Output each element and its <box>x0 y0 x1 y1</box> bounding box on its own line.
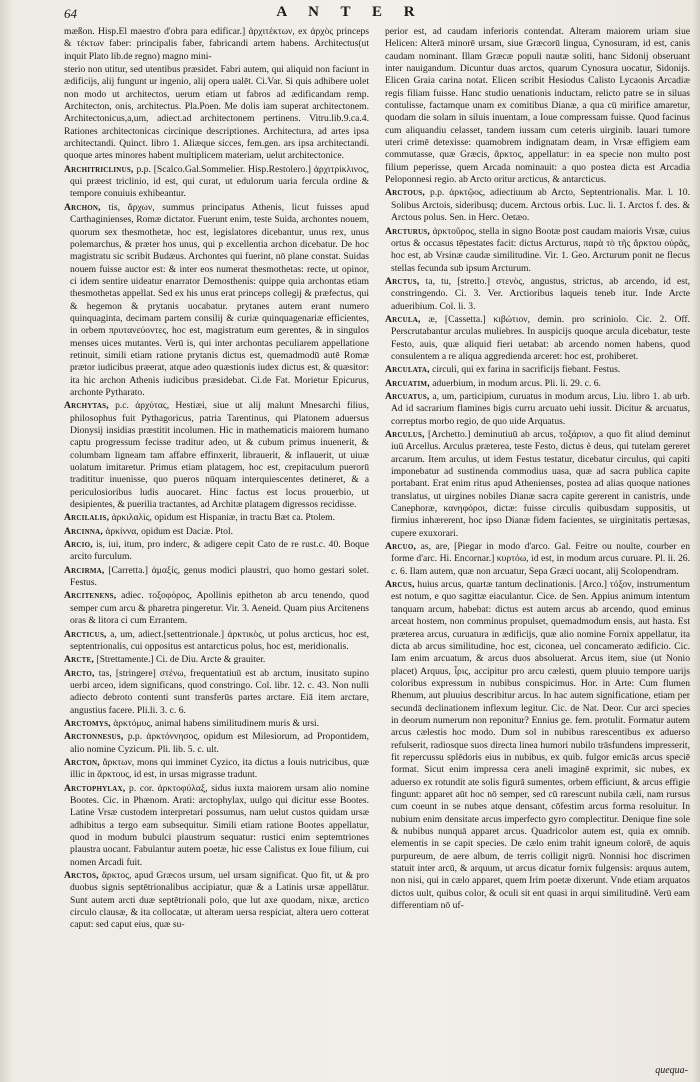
entry-text: a, um, adiect.[settentrionale.] ἀρκτικὸς, ut polus arcticus, hoc est, septentrionalis, cui oppositus est antarcticus polus, hoc est, meridionalis. <box>70 628 369 652</box>
dictionary-entry <box>64 718 369 730</box>
dictionary-entry <box>64 757 369 782</box>
entry-text: æ, [Cassetta.] κιβώτιον, demin. pro scriniolo. Cic. 2. Off. Perscrutabantur arculas muliebres. In auspicijs quoque arcula dicebatur, teste Festo, auis, quæ aliquid fieri uetabat: ab arcendo nomen habens, quod consulentem a re aliqua aggredienda arceret: hoc est, prohiberet. <box>391 313 690 362</box>
entry-lemma: Arctonnesus, <box>64 731 124 743</box>
dictionary-entry <box>64 400 369 511</box>
dictionary-entry <box>385 378 690 390</box>
entry-lemma: Arcirma, <box>64 564 105 576</box>
entry-lemma: Arcturus, <box>385 225 430 237</box>
dictionary-entry <box>385 391 690 428</box>
dictionary-entry <box>64 202 369 400</box>
dictionary-entry <box>64 870 369 932</box>
entry-text: ἀρκτοῦρος, stella in signo Bootæ post caudam maioris Vrsæ, cuius ortus & occasus tēpestates facit: dictus Arcturus, παρὰ τὸ τῆς ἄρκτου οὐρᾶς, hoc est, ab Vrsinæ caudæ similitudine. Vir. 1. Geo. Arcturum ponit ne flecus stellas fecunda sub ipsum Arcturum. <box>391 225 690 274</box>
entry-lemma: Arcuatus, <box>385 390 430 402</box>
dictionary-entry <box>385 226 690 275</box>
dictionary-entry <box>64 565 369 590</box>
entry-lemma: Arcto, <box>64 667 95 679</box>
entry-lemma: Arcitenens, <box>64 590 117 602</box>
page-edge <box>692 0 700 1082</box>
dictionary-entry <box>64 668 369 717</box>
entry-text: adiec. τοξοφόρος, Apollinis epitheton ab arcu tenendo, quod semper cum arcu & pharetra pingeretur. Vir. 3. Aeneid. Quam pius Arcitenens oras & litora ci cum Errantem. <box>70 590 369 627</box>
entry-lemma: Arcinna, <box>64 525 103 537</box>
entry-text: is, iui, itum, pro inderc, & adigere cepit Cato de re rust.c. 40. Boque arcito furculum. <box>70 539 369 563</box>
entry-lemma: Arculus, <box>385 429 425 440</box>
entry-lemma: Arcus, <box>385 579 415 591</box>
dictionary-entry <box>385 276 690 313</box>
dictionary-entry <box>385 541 690 578</box>
entry-lemma: Arctophylax, <box>64 782 126 794</box>
entry-text: p.p. ἀρκτόννησος, opidum est Milesiorum, ad Propontidem, alio nomine Cyzicum. Pli. lib. 5. c. ult. <box>70 731 369 755</box>
dictionary-entry <box>385 364 690 376</box>
entry-lemma: Arctous, <box>385 187 425 199</box>
entry-text: ἀρκίννα, opidum est Daciæ. Ptol. <box>105 525 234 537</box>
entry-text: sterio non utitur, sed utentibus præsidet. Fabri autem, qui aliquid non faciunt in ædificijs, alij fungunt ur ingenio, alij opera ualēt. Ci.Var. Si quis adhibere uolet non modo ut architectos, uerum etiam ut fabros ad ædificandam remp. Architecton, onis, architectus. Pla.Poen. Me dolis iam superat architectonem. Architectonicus,a,um, adiect.ad architectonem pertinens. Vitru.lib.9.ca.4. Rationes architectonicas circinique descriptiones. Architectura, ad artes ipsa architectandi. Quinct. libro 1. Aliæque sicces, fem.gen. ars ipsa architectandi. quoque artes minores habent multiplicem materiam, uelut architectonice. <box>64 64 369 162</box>
dictionary-entry <box>64 539 369 564</box>
entry-lemma: Arcuatim, <box>385 377 430 389</box>
running-head: A N T E R <box>276 4 424 20</box>
dictionary-entry <box>64 654 369 666</box>
entry-text: aduerbium, in modum arcus. Pli. li. 29. c. 6. <box>432 377 601 389</box>
entry-text: ἄρκτος, apud Græcos ursum, uel ursam significat. Quo fit, ut & pro duobus signis septētrionalibus accipiatur, quæ & a Latinis ursæ appellātur. Sunt autem arcti duæ septētrionali polo, que lut axe quodam, nixæ, arctico circulo clausæ, & ita collocatæ, ut alteram uersa respiciat, altera uero cotterat caput: sed caput eius, quæ su- <box>70 870 369 931</box>
page-number: 64 <box>64 6 77 21</box>
page-header <box>0 4 700 24</box>
dictionary-entry <box>64 64 369 163</box>
entry-text: ἄρκτων, mons qui imminet Cyzico, ita dictus a Iouis nutricibus, quæ illic in ἄρκτους, id est, in ursas migrasse tradunt. <box>70 756 369 781</box>
entry-text: [Archetto.] deminutiuū ab arcus, τοξάριον, a quo fit aliud deminut iuū Arcellus. Arculus præterea, teste Festo, dictus è deus, qui tutelam gereret arcarum. Item arculus, ut idem Festus testatur, dicebatur circulus, qui capiti imponebatur ad sustinenda commodius uasa, quæ ad sacra publica capite portabant. Erat enim ritus apud Athenienses, postea ad alias quoque nationes translatus, ut uirgines nobiles Dianæ sacra capite gererent in canistris, unde Canephoræ, κανηφόροι, dictæ: fuisse circulis quibusdam suppositis, ut firmius inhærerent, hoc ipso Dianæ fidem facientes, se uirginitatis pertæsas, cupere exuxorari. <box>391 429 690 539</box>
entry-lemma: Arcuo, <box>385 541 417 553</box>
entry-text: ta, tu, [stretto.] στενὸς, angustus, strictus, ab arcendo, id est, constringendo. Ci. 3. Ver. Arctioribus laqueis teneb itur. Inde Arcte adueribium. Col. li. 3. <box>391 275 690 312</box>
dictionary-entry <box>385 579 690 912</box>
dictionary-entry <box>385 26 690 186</box>
entry-text: tas, [stringere] στένω, frequentatiuū est ab arctum, inusitato supino uerbi arceo, idem significans, quod constringo. Col. libr. 12. c. 43. Non nulli adiecto debroto contenti sunt transferūs partes arctare. Eiā item arctare, angustius facere. Pli.li. 3. c. 6. <box>70 667 369 716</box>
entry-lemma: Arctus, <box>385 275 420 287</box>
entry-text: ἀρκιλαλὶς, opidum est Hispaniæ, in tractu Bæt ca. Ptolem. <box>111 512 335 524</box>
entry-text: p.c. ἀρχύτας, Hestiæi, siue ut alij malunt Mnesarchi filius, philosophus fuit Pythagoricus, patria Tarentinus, qui Platonem aduersus Dionysij insidias præstitit incolumen. Hic in mathematicis maiorem humano captu progressum fecisse traditur adeo, ut & cubum primus inuenerit, & columbam ligneam tam affabre effinxerit, librauerit, & inflauerit, ut uiuæ uolatum imitaretur. Primus etiam platagem, hoc est, crepitaculum puerorū tradititur inuenisse, quo pueros nūquam interquiescentes detineret, & a periculosioribus ludis auocaret. Hinc factus est locus prouerbio, ut desipientes, & puerilia tractantes, ad Architæ platagem digressos recidisse. <box>70 400 369 511</box>
entry-text: perior est, ad caudam inferioris contendat. Alteram maiorem uriam siue Helicen: Alterā minorē ursam, siue Græcorū lingua, Cynosuram, id est, canis caudam nominant. Illam Græcæ populi nautæ soliti, hanc Sidonij obseruant inter nauigandum. Dicuntur duas arctos, quarum Cynosura uocatur, Sidonijs. Elicen Graia carina notat. Elicen scribit Hesiodus Calisto Lycaonis Arcadiæ regis filiam fuisse. Hanc studio uenationis inductam, relicto patre se in siluas contulisse, factamque unam ex comitibus Dianæ, a qua cū mirifice amaretur, quodam die solam in siluis inuentam, a Ioue compressam fuisse. Quod facinus cum aliquandiu celasset, tandem iussam cum ceteris uirginib. lauari tumore uteri crimē detexisse: quamobrem indignatam deam, in Vrsæ effigiem eam commutasse, quæ Græcis, ἄρκτος, appellatur: in ea specie non multo post filium peperisse, quem Arcada nominauit: a quo postea dicta est Arcadia Peloponnesi regio. ab Arcto oritur arcticus, & antarcticus. <box>385 26 690 186</box>
dictionary-entry <box>64 512 369 524</box>
entry-text: [Strettamente.] Ci. de Diu. Arcte & grauiter. <box>96 654 266 666</box>
text-columns <box>64 26 690 1076</box>
dictionary-entry <box>64 164 369 201</box>
right-column <box>385 26 690 1076</box>
dictionary-entry <box>64 731 369 756</box>
entry-lemma: Arctos, <box>64 870 99 882</box>
entry-lemma: Archon, <box>64 201 101 213</box>
entry-lemma: Arctomys, <box>64 717 111 729</box>
entry-text: p.p. [Scalco.Gal.Sommelier. Hisp.Restolero.] ἀρχιτρίκλινος, qui præest triclinio, id est, qui curat, ut edulorum uaria fercula ordine & tempore conuiuis exhibeantur. <box>70 163 369 200</box>
dictionary-entry <box>64 526 369 538</box>
entry-lemma: Arcticus, <box>64 628 107 640</box>
entry-text: mæßon. Hisp.El maestro d'obra para edificar.] ἀρχιτέκτων, ex ἀρχὸς princeps & τέκτων faber: principalis faber, fabricandi artem habens. Architectus(ut inquit Plato lib.de regno) magno mini- <box>64 26 369 62</box>
entry-lemma: Arcton, <box>64 756 100 768</box>
entry-text: as, are, [Piegar in modo d'arco. Gal. Feitre ou noulte, courber en forme d'arc. Hi. Encornar.] κυρτόω, id est, in modum arcus curuare. Pl. li. 26. c. 6. Ilam autem, quæ non arcuatur, Sepa Græci uocant, alij Scolopendram. <box>391 541 690 577</box>
entry-text: a, um, participium, curuatus in modum arcus, Liu. libro 1. ab urb. Ad id sacrarium flamines bigis curru arcuato uehi iussit. Dicitur & arcuatus, correptus morbo regio, de quo uide Arquatus. <box>391 390 690 427</box>
entry-lemma: Archytas, <box>64 400 109 412</box>
entry-lemma: Arcio, <box>64 539 93 551</box>
catchword: quequa- <box>655 1065 688 1076</box>
entry-text: [Carretta.] ἁμαξίς, genus modici plaustri, quo homo gestari solet. Festus. <box>70 564 369 589</box>
dictionary-entry <box>64 629 369 654</box>
entry-lemma: Architriclinus, <box>64 163 134 175</box>
dictionary-entry <box>385 429 690 540</box>
entry-lemma: Arcte, <box>64 654 94 666</box>
entry-lemma: Arcula, <box>385 313 421 325</box>
entry-text: tis, ἄρχων, summus principatus Athenis, licut fuisses apud Carthaginienses, Romæ dictator. Fuerunt enim, teste Suida, archontes nouem, quorum sex thesmothetæ, hoc est, legislatores dicebantur, unus rex, unus polemarchus, & præter hos unus, qui p excellentia archon dicebatur. De hoc magistratu sic scribit Budæus. Archontes qui fuerint, nō plane constat. Suidas nouem fuisse auctor est: & inter eos numerat thesmothetas: recte, ut opinor, ci idem sentire uideatur enarrator Demosthenis: quippe quia archontas etiam thesmothetas appellat. Sed ex his unus erat princeps collegij & præfectus, qui & hegemon & prytanis uocabatur. prytanes autem erant numero quinquaginta, decimam partem consilij & curiæ quinquagenariæ efficientes, in orbem πρυτανεύοντες, hoc est, magistratum eum gerentes, & in singulos menses uices mutantes. Verū is, qui inter archontas peculiarem appellatione retinuit, simili etiam ratione prytanis dictus est, quemadmodū autē Romæ prætor iudicibus præerat, atque adeo quæstionis iudex dictus est, & quæsitor: ita hic archon Athenis iudicibus præsidebat. Ci.de Fat. Morietur Epicurus, archonte Pytharato. <box>70 201 369 398</box>
entry-text: circuli, qui ex farina in sacrificijs fiebant. Festus. <box>432 364 621 376</box>
entry-text: ἀρκτόμυς, animal habens similitudinem muris & ursi. <box>113 717 320 729</box>
dictionary-entry <box>64 783 369 869</box>
entry-lemma: Arcilalis, <box>64 512 110 524</box>
entry-text: p.p. ἀρκτῷος, adiectiuum ab Arcto, Septentrionalis. Mar. l. 10. Solibus Arctois, sideribusq; ducem. Arctous orbis. Luc. li. 1. Arctos f. des. & Arctous polus. Sen. in Herc. Oetæo. <box>391 187 690 224</box>
entry-lemma: Arculata, <box>385 364 430 376</box>
left-column <box>64 26 369 1076</box>
dictionary-entry <box>385 187 690 224</box>
entry-text: huius arcus, quartæ tantum declinationis. [Arco.] τόξον, instrumentum est notum, e quo sagittæ eiaculantur. Cice. de Sen. Appius animum intentum tanquam arcum, habebat: dictus est autem arcus ab arcendo, quod eminus arceat hostem, non comminus propulset, quemadmodum ensis, aut hasta. Est præterea arcus, curuatura in ædificijs, quæ alio nomine Fornix appellatur, ita dicta ab arcus similitudine, hoc est, ciconea, uel concamerato ædificio. Cic. Iam enim arcuatum, & arcus duos absoluerat. Arcus item, siue (ut Nonio placet) Arquus, ἶρις, accipitur pro arcu cælesti, quem pluuio tempore uarijs coloribus expressum in nubibus conspicimus. Hor. in Arte: Cum flumen Rhenum, aut pluuius describitur arcus. In hac autem significatione, etiam per secundā declinationem inflexum legitur. Cic. de Nat. Deor. Cur arci species in deorum numerum non reponitur? Ennius ge. fem. protulit. Formatur autem arcus cælestis hoc modo. Dum sol in nubibus rarescentibus ex aduerso refulserit, radiosque suos directa linea humori nubilo trāsfundens impresserit, fit repercussu splēdoris eius in nubibus, ex quib. fulgor emicās arcus speciē format. Sicut enim impressa cera aneli imaginē exprimit, sic nubes, ex aduerso ex rotundit ate solis figurā sumentes, orbem efficiunt, & arcus effigie fingunt: apparet aūt hoc nō semper, sed cū rarescunt nubila cæli, nam rursus cum coeunt in se nubes atque densant, cōfestim arcus forma resoluitur. In nubium enim densitate arcus imperfecto gyro complectitur. Denique fine sole & nubibus nunquā apparet arcus. Quadricolor autem est, quia ex omnib. elementis in se capit species. De cælo enim trahit igneum colorē, de aquis purpureum, de aere album, de terris colligit nigrū. Nonnisi hoc discrimen statuit inter arcū, & arquum, ut arcus dicatur fornix fulgensis: arquus autem, non nisi, qui in cælo apparet, quem Irim poetæ dixerunt. Vnde etiam arquatos dictos uult, quibus color, & oculi sit ent quasi in arqui similitudinē. Verū eam differentiam nō uf- <box>391 579 690 912</box>
dictionary-entry <box>64 26 369 63</box>
dictionary-entry <box>64 590 369 627</box>
entry-text: p. cor. ἀρκτοφύλαξ, sidus iuxta maiorem ursam alio nomine Bootes. Cic. in Phænom. Arati: arctophylax, uulgo qui dicitur esse Bootes. Latine Vrsæ custodem interpretari possumus, nam uelut custos quidam ursæ adhibitus a tergo eam subsequitur. Simili etiam ratione Bootes appellatur, quod in modum bubulci plaustrum sequatur: rustici enim septemtriones plaustra uocant. Fabulantur autem poetæ, hic esse Calistus ex Ioue filium, cui nomen Arcadi fuit. <box>70 782 369 868</box>
dictionary-entry <box>385 314 690 363</box>
